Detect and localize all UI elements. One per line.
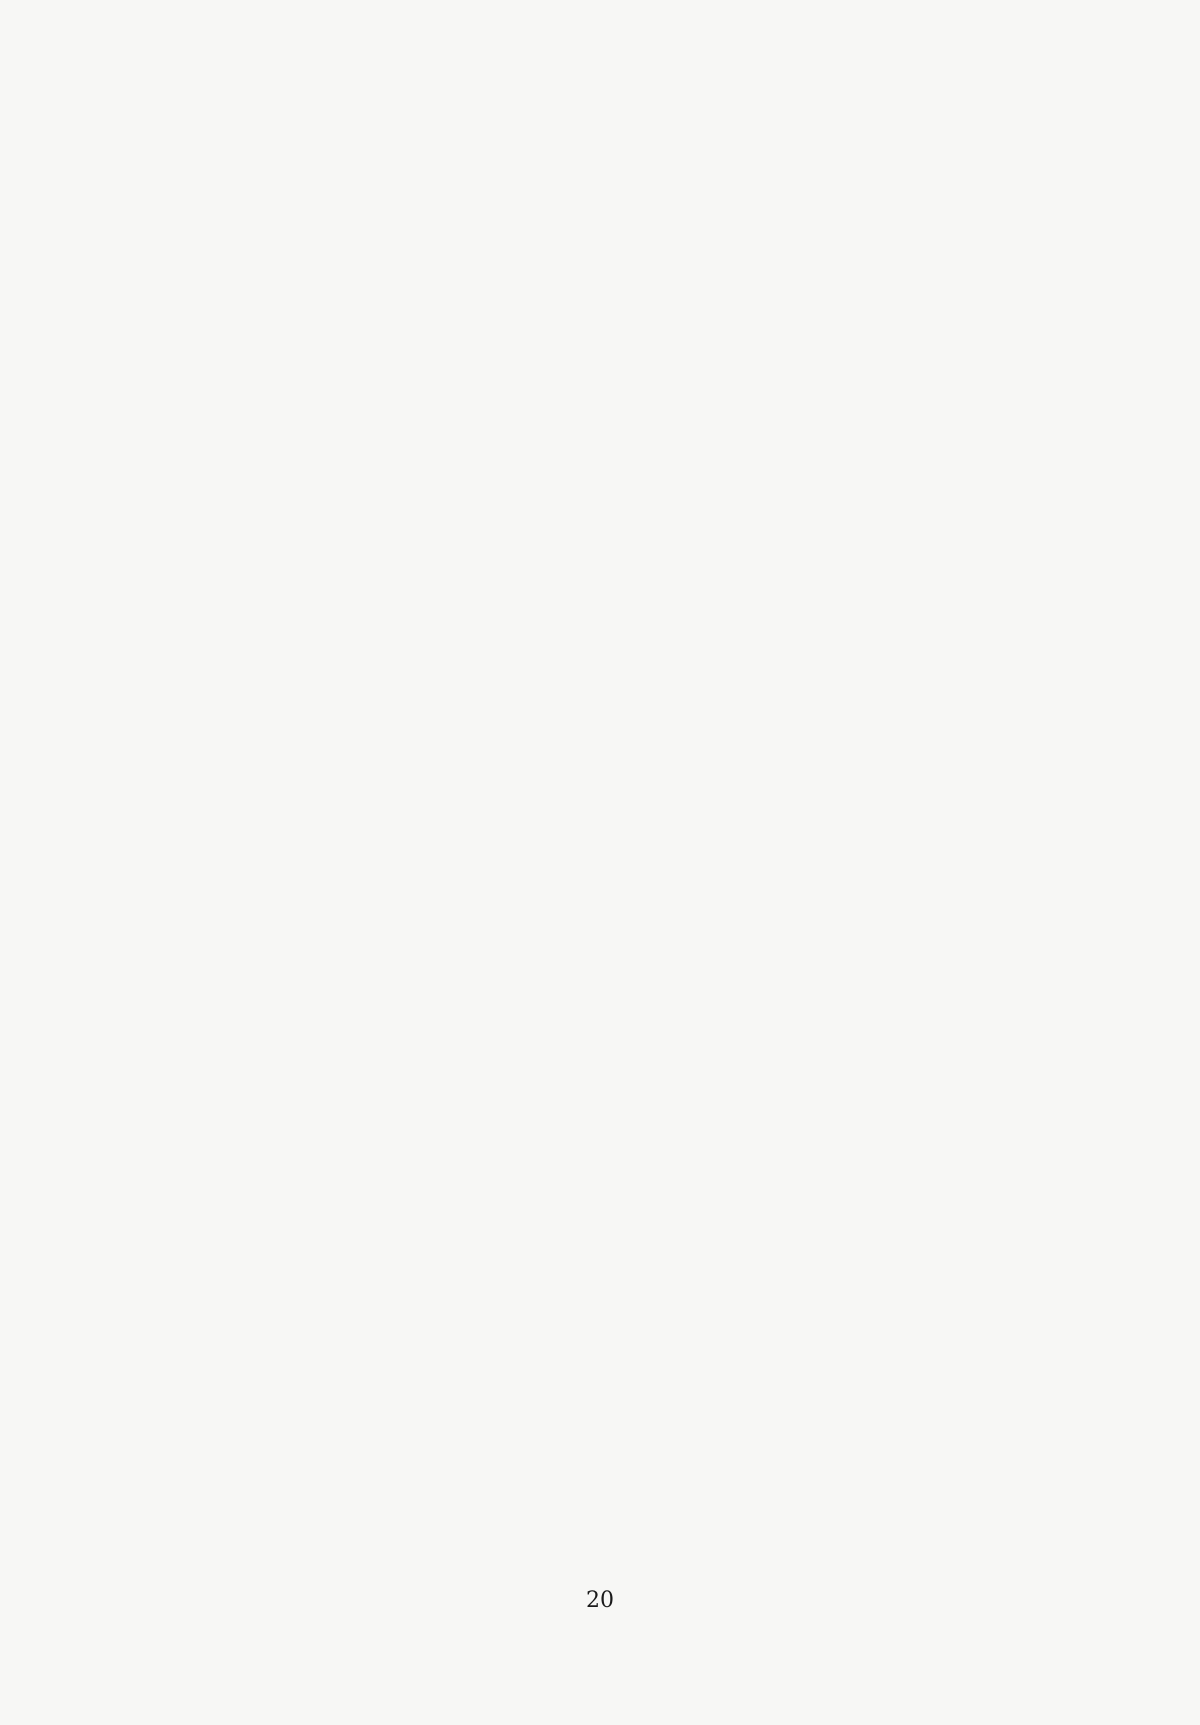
lower-text-block — [165, 862, 1060, 1542]
page-number: 20 — [586, 1588, 614, 1613]
upper-text-block — [165, 138, 1060, 833]
